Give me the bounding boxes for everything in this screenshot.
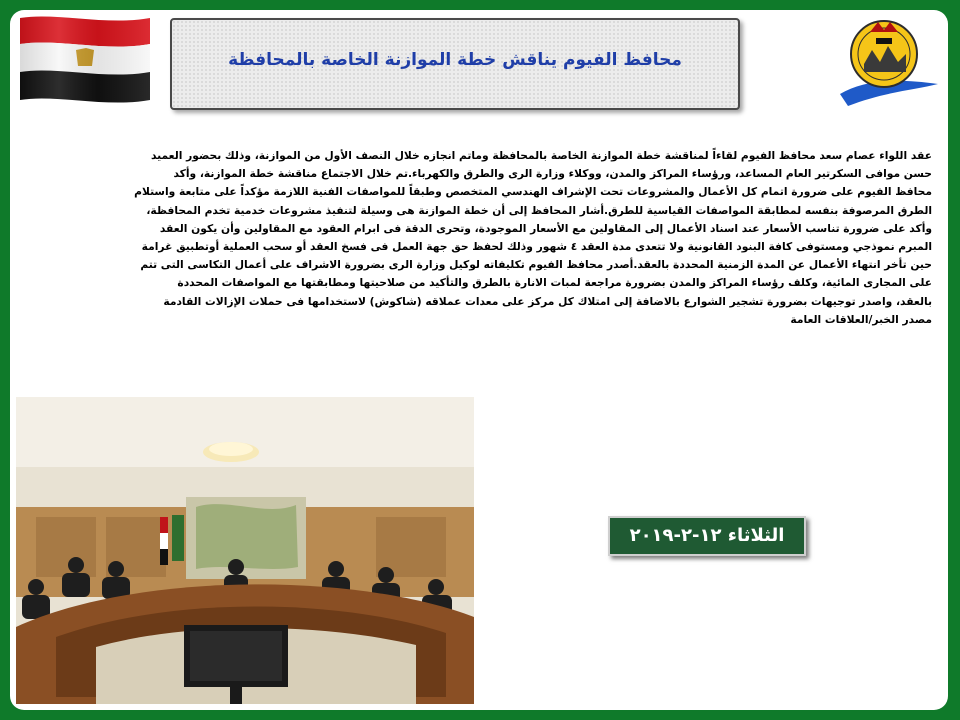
article-line: بالعقد، واصدر توجيهات بضرورة تشجير الشوارع بالاضافة إلى امتلاك كل مركز على معدات عملاقه (شاكوش) لاستخدامها فى حملات الإزالات القادمة [163, 294, 932, 308]
article-line: وأكد على ضرورة تناسب الأسعار عند اسناد الأعمال إلى المقاولين مع الأسعار الموجودة، وتحرى الدقة فى ابرام العقود مع المقاولين وأن يكون العقد [159, 221, 932, 235]
article-line: المبرم نموذجي ومستوفى كافة البنود القانونية ولا تتعدى مدة العقد ٤ شهور وذلك لحفظ حق جهة العمل فى فسخ العقد أو سحب العملية أوتطبيق غرامة [141, 240, 932, 254]
fayoum-governorate-logo-icon [834, 14, 944, 106]
article-line: عقد اللواء عصام سعد محافظ الفيوم لقاءاً لمناقشة خطة الموازنة الخاصة بالمحافظة وماتم انجازه خلال النصف الأول من الموازنة، وذلك بحضور العميد [150, 149, 932, 162]
page-title: محافظ الفيوم يناقش خطة الموازنة الخاصة بالمحافظة [228, 50, 682, 70]
article-line: على المجارى المائية، وكلف رؤساء المراكز والمدن بضرورة مراجعة لمبات الانارة بالطرق والتأكيد من صلاحيتها ومطابقتها مع المواصفات المحددة [177, 276, 932, 290]
article-line: الطرق المرصوفة بنفسه لمطابقة المواصفات القياسية للطرق.أشار المحافظ إلى أن خطة الموازنة هى وسيلة لتنفيذ مشروعات خدمية تخدم المحافظة، [146, 203, 932, 217]
article-body [32, 147, 932, 329]
egypt-flag-icon [16, 12, 154, 108]
title-box [170, 18, 740, 110]
article-line: محافظ الفيوم على ضرورة اتمام كل الأعمال والمشروعات تحت الإشراف الهندسي المتخصص وطبقاً للمواصفات الفنية اللازمة مؤكداً على متابعة واستلام [134, 185, 932, 199]
article-line: حين تأخر انتهاء الأعمال عن المدة الزمنية المحددة بالعقد.أصدر محافظ الفيوم تكليفاته لوكيل وزارة الرى بضرورة الاشراف على أعمال التكاسى التى تتم [140, 258, 932, 272]
article-source: مصدر الخبر/العلاقات العامة [790, 312, 932, 326]
slide [10, 10, 948, 710]
date-badge: الثلاثاء ١٢-٢-٢٠١٩ [608, 516, 806, 556]
meeting-photo [16, 397, 474, 704]
article-line: حسن موافى السكرتير العام المساعد، ورؤساء المراكز والمدن، ووكلاء وزارة الرى والطرق والكهرباء.تم خلال الاجتماع مناقشة خطة الموازنة، وأكد [173, 167, 932, 181]
